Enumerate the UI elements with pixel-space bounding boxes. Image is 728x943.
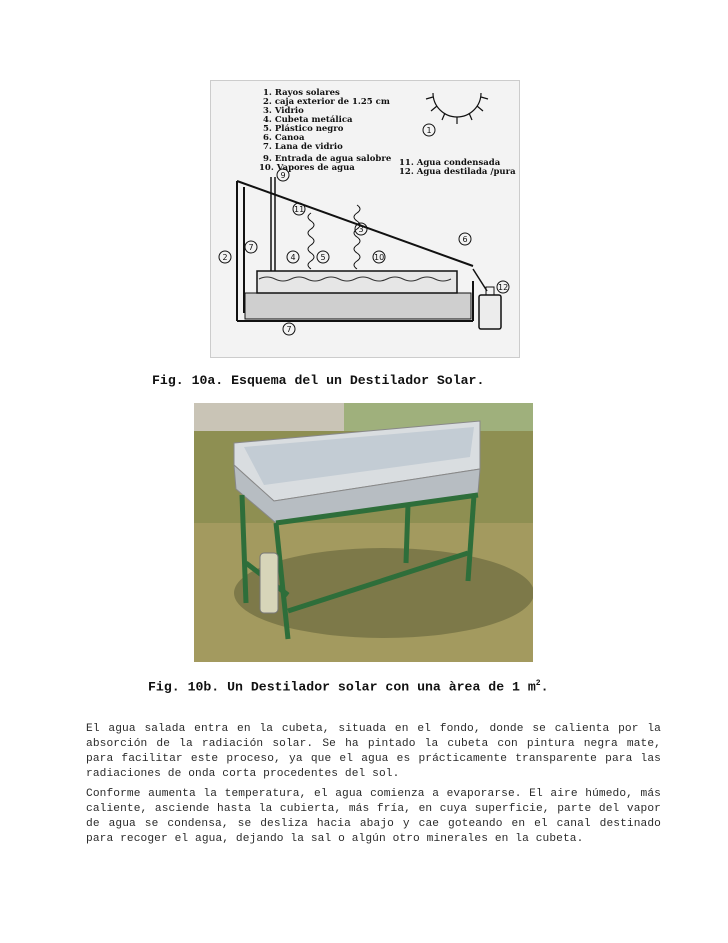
svg-text:12: 12 — [498, 283, 509, 292]
svg-text:5: 5 — [320, 253, 326, 262]
svg-text:2: 2 — [222, 253, 228, 262]
body-paragraph: Conforme aumenta la temperatura, el agua comienza a evaporarse. El aire húmedo, más caliente, asciende hasta la cubierta, más fría, en cuya superficie, parte del vapor de agua se condensa, se desliza hacia abajo y cae goteando en el canal destinado para recoger el agua, dejando la sal o algún otro minerales en la cubeta. — [86, 788, 661, 846]
svg-text:4: 4 — [290, 253, 296, 262]
legend-item: 12. Agua destilada /pura — [399, 167, 516, 177]
collector-bottle — [479, 295, 501, 329]
caption-b-period: . — [540, 679, 549, 695]
legend-item: 9. Entrada de agua salobre — [263, 154, 392, 164]
legend-item: 5. Plástico negro — [263, 124, 344, 134]
photo-illustration — [194, 403, 533, 662]
sun-icon — [426, 93, 488, 124]
solar-still-photo — [194, 403, 533, 662]
insulation — [245, 293, 471, 319]
legend-item: 6. Canoa — [263, 133, 305, 143]
legend-item: 3. Vidrio — [263, 106, 304, 116]
svg-text:1: 1 — [426, 126, 432, 135]
svg-text:9: 9 — [280, 171, 286, 180]
legend-left — [259, 88, 392, 173]
svg-text:3: 3 — [358, 225, 364, 234]
schematic-figure — [210, 80, 520, 358]
caption-b-superscript: 2 — [535, 679, 541, 688]
svg-text:10: 10 — [374, 253, 385, 262]
figure-caption-a: Fig. 10a. Esquema del un Destilador Solar. — [152, 373, 485, 388]
svg-text:6: 6 — [462, 235, 468, 244]
legend-right — [399, 158, 516, 177]
body-paragraph: El agua salada entra en la cubeta, situada en el fondo, donde se calienta por la absorción de la radiación solar. Se ha pintado la cubeta con pintura negra mate, para facilitar este proceso, ya que el agua es prácticamente transparente para las radiaciones de onda corta procedentes del sol. — [86, 723, 661, 781]
svg-text:11: 11 — [294, 205, 305, 214]
legend-item: 2. caja exterior de 1.25 cm — [263, 97, 390, 107]
legend-item: 1. Rayos solares — [263, 88, 340, 98]
svg-text:7: 7 — [248, 243, 254, 252]
legend-item: 4. Cubeta metálica — [263, 115, 353, 125]
still-schematic-drawing — [211, 81, 519, 357]
figure-caption-b — [148, 679, 549, 694]
basin — [257, 271, 457, 293]
svg-text:7: 7 — [286, 325, 292, 334]
caption-b-text: Fig. 10b. Un Destilador solar con una àrea de 1 m — [148, 679, 536, 695]
legend-item: 11. Agua condensada — [399, 158, 501, 168]
legend-item: 10. Vapores de agua — [259, 163, 355, 173]
legend-item: 7. Lana de vidrio — [263, 142, 343, 152]
